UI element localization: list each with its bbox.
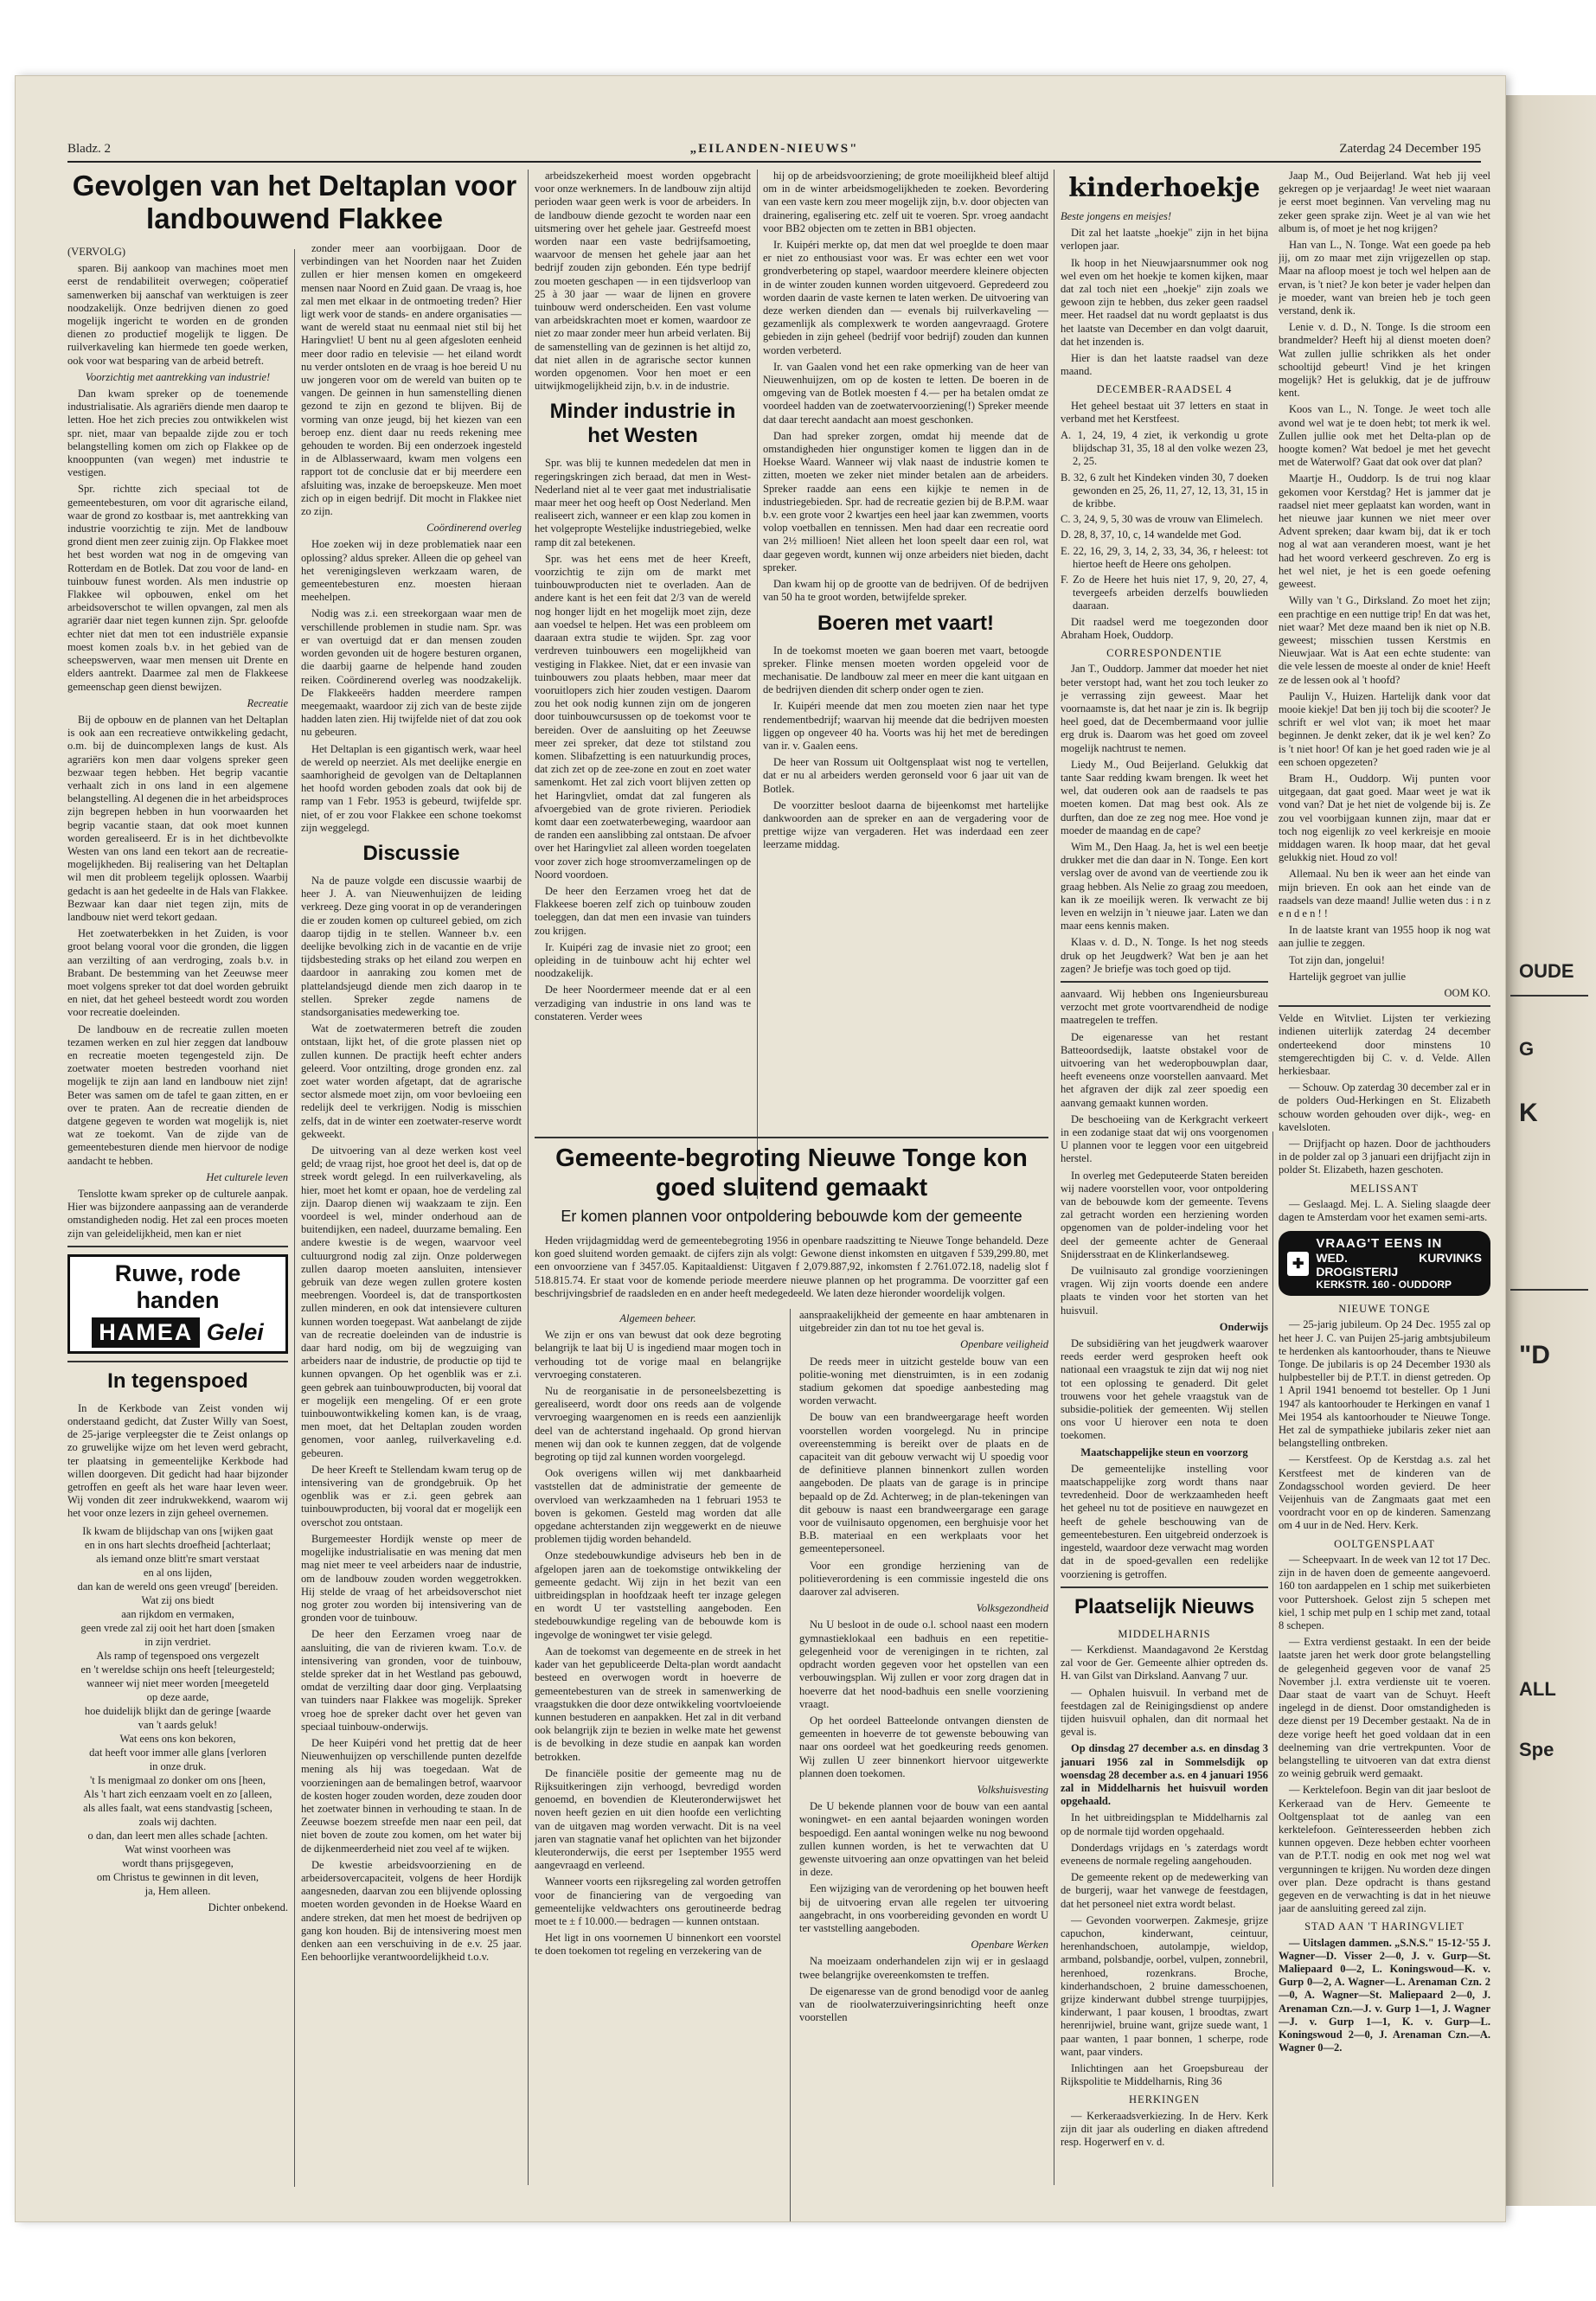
paragraph: Het geheel bestaat uit 37 letters en staat in verband met het Kerstfeest. <box>1061 399 1268 425</box>
paragraph: sparen. Bij aankoop van machines moet men eerst de rendabiliteit overwegen; coöperatief samenwerken bij aanschaf van werktuigen is zeer noodzakelijk. Onze bedrijven dienen zo goed mogelijk ingericht te worden en de gronden dienen zo productief mogelijk te liggen. De ruilverkaveling kan hiermede ten goede werken, ook voor wat besparing van de arbeid betreft. <box>67 262 288 367</box>
letter: Bram H., Ouddorp. Wij punten voor uitgegaan, dat gaat goed. Maar weet je wat ik vond van? Dat je het niet de volgende bij is. Ze zou vel voorbijgaan kunnen zijn, maar dat er toch nog eigenlijk zo veel kerkreisje en mooie middagen waren. Ik hoop maar, dat het geval gelukkig niet. Houd zo vol! <box>1279 772 1490 864</box>
paragraph: In de Kerkbode van Zeist vonden wij onderstaand gedicht, dat Zuster Willy van Soest, de 25-jarige verpleegster die te Zeist onlangs op zo gruwelijke wijze om het leven werd gebracht, ter plaatsing in gemeentelijke Kerkbode had willen doorgeven. Dit gedicht had haar bijzonder getroffen en geeft als het ware haar leven weer. Wij vonden dit zeer indrukwekkend, waarom wij het voor onze lezers in zijn geheel overnemen. <box>67 1401 288 1520</box>
paragraph: De reeds meer in uitzicht gestelde bouw van een politie-woning met dienstruimten, is in een zodanig stadium gekomen dat spoedige aanbesteding mag worden verwacht. <box>799 1355 1048 1407</box>
gemeente-column-2 <box>799 1309 1048 2221</box>
puzzle-clue: B. 32, 6 zult het Kindeken vinden 30, 7 doeken gewonden en 25, 26, 11, 27, 12, 13, 31, 15 in de kribbe. <box>1061 471 1268 510</box>
paragraph: De financiële positie der gemeente mag nu de Rijksuitkeringen zijn verhoogd, bevredigd worden genoemd, en bovendien de Kleuteronderwijswet het noven heeft gezien en uit dien hoofde een verlichting van de uitgaven mag worden verwacht. Dit is na veel jaren van stagnatie vanaf het oplichten van het bijzonder kleuteronderwijs, die eerst per 1september 1955 werd aangevraagd en verleend. <box>535 1766 781 1872</box>
plaatselijk-nieuws-headline: Plaatselijk Nieuws <box>1074 1594 1255 1618</box>
masthead <box>67 137 1481 163</box>
westen-headline: Minder industrie in het Westen <box>549 400 736 448</box>
column-rule <box>528 170 529 2185</box>
paragraph: Een wijziging van de verordening op het bouwen heeft bij de uitvoering ervan alle regelen ter uitvoering aangebracht, in ons voorbereiding gevonden en wordt U ter vaststelling aangeboden. <box>799 1882 1048 1934</box>
paragraph: De landbouw en de recreatie zullen moeten tezamen werken en zul hier zeggen dat landbouw en recreatie moeten tegengesteld zijn. De zoetwater moeten bestreden voorhand niet mogelijk te zijn aan land en landbouw niet zijn! Beter was samen om de tafel te gaan zitten, en er over te praten. Aan de recreatie dienden de datgene gegeven te worden wat mogelijk is, niet wat ze toekomt. Van de zijde van de gemeentebesturen diende men hiervoor de nodige aandacht te hebben. <box>67 1022 288 1167</box>
subheading: Openbare veiligheid <box>960 1338 1048 1351</box>
newspaper-page <box>16 76 1505 2221</box>
subheading: Onderwijs <box>1219 1320 1268 1333</box>
ad-line: WED. KURVINKS DROGISTERIJ <box>1316 1251 1482 1279</box>
vervolg-label: (VERVOLG) <box>67 246 126 258</box>
poem-line: zoals wij dachten. <box>138 1815 217 1828</box>
paragraph: De heer den Eerzamen vroeg het dat de Flakkeese boeren zelf zich op tuinbouw zouden toeleggen, dan dat men een invasie van tuinders zou krijgen. <box>535 884 751 937</box>
paragraph: De bouw van een brandweergarage heeft worden voorstellen worden voorgelegd. Nu in principe overeenstemming is bereikt over de plaats en de capaciteit van dit gebouw verwacht wij U spoedig voor de definitieve plannen binnenkort zullen worden aangeboden. De plaats van de garage is in principe bepaald op de Zd. Achterweg; in de plan-tekeningen van dit gebouw is naast een brandweergarage een garage voor de vuilnisauto opgenomen, een berghuisje voor het B.B. materiaal en een werkplaats voor het gemeentepersoneel. <box>799 1411 1048 1555</box>
greeting: Beste jongens en meisjes! <box>1061 210 1172 222</box>
divider <box>1510 1289 1588 1291</box>
paragraph: Aan de toekomst van degemeente en de streek in het kader van het gepubliceerde Delta-plan wordt aandacht besteed en overwogen wordt in hoeverre de gemeentebesturen van de streek in samenwerking de vraagstukken die door deze ontwikkeling voortvloeiende kunnen bestuderen en aanpakken. Het zal in dit verband ook belangrijk zijn te bezien in welke mate het gewenst is de bevolking in deze studie en aanpak kan worden betrokken. <box>535 1644 781 1763</box>
paragraph: Onze stedebouwkundige adviseurs heb ben in de afgelopen jaren aan de toekomstige ontwikkeling der gemeente gedacht. Wij zijn in het bezit van een uitbreidingsplan in hoofdzaak heeft ter inzage gelegen en wordt U ter vaststelling aangeboden. Een stedebouwkundige regeling van de bebouwde kom is ingevolge de woningwet ter visie gelegd. <box>535 1549 781 1641</box>
poem-line: aan rijkdom en vermaken, <box>121 1607 234 1620</box>
gemeente-columns <box>535 1304 1048 2221</box>
subheading: Voorzichtig met aantrekking van industrie! <box>85 370 271 383</box>
paragraph: Spr. was het eens met de heer Kreeft, voorzichtig te zijn om de markt met tuinbouwproducten niet te overladen. Aan de andere kant is het een feit dat 2/3 van de wereld nog honger lijdt en het mogelijk moet zijn, deze aan voedsel te helpen. Het was een probleem om daaraan extra studie te wijden. Spr. zag voor verdreven tuinbouwers een mogelijkheid van vestiging in Flakkee. Niet, dat er een invasie van tuinbouwers zou plaats hebben, maar meer dat vooruitlopers zich hier zouden vestigen. Daarom zou het ook nodig kunnen zijn om de jongeren door tuinbouwcursussen op de toekomst voor te bereiden. Over de aansluiting op het Zeeuwse meer zei spreker, dat deze tot stilstand zou komen. Slibafzetting is een natuurkundig proces, dat zich zet op de zee-zone en zout en zoet water samenkomt. Het zal zich voort blijven zetten op het Haringvliet, omdat dat zal fungeren als afvoergebied van de grote rivieren. Periodiek komt daar een zoetwaterbeweging, waardoor aan de randen een aanslibbing zal ontstaan. De afvoer over het Haringvliet zal alleen worden toegelaten voor zover zich hoge stroomverzamelingen op de Noord voordoen. <box>535 552 751 881</box>
paragraph: Ik hoop in het Nieuwjaarsnummer ook nog wel even om het hoekje te komen kijken, maar dat zal toch niet een „hoekje" zijn zoals we gewoon zijn te hebben, dus zeker geen raadsel meer. Het raadsel dat nu wordt geplaatst is dus het laatste van December en dan volgt daaruit, dat het inzenden is. <box>1061 256 1268 348</box>
subheading: Openbare Werken <box>971 1939 1048 1952</box>
correspondence-title: CORRESPONDENTIE <box>1106 647 1222 660</box>
puzzle-clue: D. 28, 8, 37, 10, c, 14 wandelde met God. <box>1061 529 1241 542</box>
subheading: Volkshuisvesting <box>977 1783 1048 1796</box>
paragraph: De kwestie arbeidsvoorziening en de arbeidersovercapaciteit, volgens de heer Hordijk aangesneden, daarvan zou een blijvende oplossing moeten worden gevonden in de Hoekse Waard en andere streken, dat men het moest de bedrijven op gang kon houden. Bij de intensivering moest men denken aan een verschuiving in de e.v. 25 jaar. Een behoorlijke verantwoordelijkheid t.o.v. <box>301 1858 522 1964</box>
paragraph: De heer Kreeft te Stellendam kwam terug op de intensivering van de grondgebruik. Op het ogenblik was er z.i. geen gebrek aan tuinbouwproducten, bij vooral dat er mogelijk een overschot zou ontstaan. <box>301 1463 522 1529</box>
paragraph: Ook overigens willen wij met dankbaarheid vaststellen dat de administratie der gemeente de overvloed van werkzaamheden na 1 februari 1953 te boven is gekomen. Gesteld mag worden dat alle opgedane achterstanden zijn weggewerkt en de nieuwe problemen tijdig worden behandeld. <box>535 1467 781 1546</box>
column-2 <box>301 242 522 2189</box>
divider <box>1510 995 1588 997</box>
tegenspoed-headline: In tegenspoed <box>107 1368 248 1393</box>
paragraph: De uitvoering van al deze werken kost veel geld; de vraag rijst, hoe groot het deel is, dat op de streek wordt gelegd. In een ruilverkaveling, als hier, moet het komt er opaan, hoe de verdeling zal zijn. Daarop dienen wij waakzaam te zijn. Een voordeel is wel, minder onderhoud aan de buitendijken, een nadeel, duurzame bemaling. Een andere kwestie is de wegen, waarvoor veel cultuurgrond nodig zal zijn. Onze polderwegen zullen daarop moeten aansluiten, intensiever gebruik van deze wegen zullen grotere kosten meebrengen. Voordeel is, dat de transportkosten zullen minderen, en ook dat intensievere culturen kunnen worden toegepast. Wat aanbelangt de zijde van de recreatie doeleinden van de industrie is daar hard nodig, om bij de wegzuiging van arbeiders naar de industrie, de productie op tijd te kunnen opvangen. Op het ogenblik was er z.i. geen gebrek aan tuinbouwproducten, bij vooral dat er mogelijk een mengeling. Of er een grote tuinbouwontwikkeling komen kan, is de vraag, men moet, dat het Deltaplan zouden worden genomen, voor aanleg, ruilverkaveling e.d. gebeuren. <box>301 1144 522 1459</box>
puzzle-clue: C. 3, 24, 9, 5, 30 was de vrouw van Elimelech. <box>1061 513 1263 526</box>
ad-brand: HAMEA <box>92 1317 200 1348</box>
ad-line: VRAAG'T EENS IN <box>1316 1236 1443 1252</box>
location-heading: HERKINGEN <box>1129 2093 1200 2106</box>
news-item: Op dinsdag 27 december a.s. en dinsdag 3 januari 1956 zal in Sommelsdijk op woensdag 28 december a.s. en 4 januari 1956 zal in Middelharnis het huisvuil worden opgehaald. <box>1061 1742 1268 1808</box>
location-heading: MELISSANT <box>1349 1182 1420 1195</box>
letter: Wim M., Den Haag. Ja, het is wel een beetje drukker met die dan daar in N. Tonge. Een kort verslag over de avond van de veertiende zou ik graag hebben. Als Nelie zo graag zou meedoen, kan ik ze moeilijk weren. Ik verwacht ze bij leven en welzijn in 't nieuwe jaar. Laten we dan maar eens kennis maken. <box>1061 840 1268 933</box>
paper-title: „EILANDEN-NIEUWS" <box>689 142 859 156</box>
news-item: — 25-jarig jubileum. Op 24 Dec. 1955 zal op het heer J. C. van Puijen 25-jarig ambtsjubileum te herdenken als kantoorhouder, thans te Nieuwe Tonge. De jubilaris is op 24 December 1930 als hulpbesteller bij de P.T.T. in dienst getreden. Op 1 April 1941 benoemd tot besteller. Op 1 Juni 1947 als kantoorhouder te Herkingen en vanaf 1 Mei 1954 als kantoorhouder te Nieuwe Tonge. Het zal de sympathieke jubilaris zeker niet aan belangstelling ontbreken. <box>1279 1318 1490 1450</box>
paragraph: Spr. richtte zich speciaal tot de gemeentebesturen, om voor dit agrarische eiland, waar de grond zo kostbaar is, met aantrekking van industrie voorzichtig te zijn. Met de landbouw grond dient men zeer zuinig zijn. Op Flakkee moet het best worden wat nog in de omgeving van Rotterdam en de Botlek. Dat zou voor de land- en tuinbouw funest worden. Als men industrie op Flakkee wil opbouwen, enkel om het arbeidsoverschot te willen opvangen, zal men als agrariër daar niet tegen kunnen zijn. Spr. geloofde echter niet dat men tot een industriële expansie moest komen zoals b.v. in het gebied van de scheepswerven, waar men mensen uit Drente en elders aantrekt. Daarmee zal men de Flakkeese gemeenschap geen dienst bewijzen. <box>67 483 288 693</box>
gemeente-subheadline: Er komen plannen voor ontpoldering bebouwde kom der gemeente <box>561 1208 1022 1225</box>
paragraph: Tenslotte kwam spreker op de culturele aanpak. Hier was bijzondere aanpassing aan de veranderde omstandigheden nodig. Het zal een proces moeten zijn van geleidelijkheid, men kan er niet <box>67 1188 288 1240</box>
paragraph: Dit raadsel werd me toegezonden door Abraham Hoek, Ouddorp. <box>1061 615 1268 641</box>
subheading: Maatschappelijke steun en voorzorg <box>1080 1445 1248 1458</box>
ad-slogan: Ruwe, rode handen <box>114 1259 241 1313</box>
divider <box>67 1246 288 1247</box>
paragraph: Ir. Kuipéri meende dat men zou moeten zien naar het type rendementbedrijf; waarvan hij meende dat die bedrijven moesten liggen op ongeveer 40 ha. Voorts was hij het met de beredingen van ir. v. Gaalen eens. <box>763 700 1048 752</box>
puzzle-clue: E. 22, 16, 29, 3, 14, 2, 33, 34, 36, r heleest: tot hiertoe heeft de Heere ons geholpen. <box>1061 544 1268 570</box>
gemeente-article <box>535 1131 1048 2221</box>
paragraph: De subsidiëring van het jeugdwerk waarover reeds eerder werd gesproken heeft ook nationaal een vraagstuk te zijn dat wij nog niet tot een oplossing te genaderd. Dit gelet trouwens voor het gehele vraagstuk van de subsidie-politiek der gemeenten. Wij stellen ons voor U hierover een nota te doen toekomen. <box>1061 1337 1268 1442</box>
drogisterij-advertisement <box>1279 1231 1490 1296</box>
paragraph: Dit zal het laatste „hoekje" zijn in het bijna verlopen jaar. <box>1061 227 1268 253</box>
news-item: In het uitbreidingsplan te Middelharnis zal op de normale tijd worden opgehaald. <box>1061 1811 1268 1837</box>
paragraph: zonder meer aan voorbijgaan. Door de verbindingen van het Noorden naar het Zuiden zullen er hier mensen komen en omgekeerd mensen naar Noord en Zuid gaan. De vraag is, hoe zal men met elkaar in de ontmoeting treden? Hier ligt werk voor de stands- en andere organisaties — want de wereld staat nu eenmaal niet stil bij het Haringvliet! U bent nu al geen afgesloten eenheid meer door radio en televisie — het eiland wordt nu verder ontsloten en de vraag is hoe bereid U nu uw jongeren voor om de wereld van buiten op te vangen. De geinnen in hun samenstelling dienen gezond te zijn en gezond te blijven. Bij de vorming van onze jeugd, bij het kiezen van een beroep enz. dient daar nu reeds rekening mee gehouden te worden. Bij een onderzoek ingesteld in de Alblasserwaard, kwam men volgens een rapport tot de conclusie dat er bij meerdere een afsluiting was, inzake de beroepskeuze. Men moet zich op in eigen bedrijf. Dit mocht in Flakkee niet zo zijn. <box>301 242 522 518</box>
poem-author: Dichter onbekend. <box>208 1900 288 1913</box>
paragraph: Het zoetwaterbekken in het Zuiden, is voor groot belang vooral voor die gronden, die liggen aan verzilting of aan verdroging, zoals b.v. in Brabant. De bestemming van het Zeeuwse meer moet volgens spreker tot dat doel worden gebruikt en niet, dat het geheel besteedt wordt zou worden voor recreatie doeleinden. <box>67 927 288 1019</box>
divider <box>1279 1005 1490 1007</box>
subheading: Volksgezondheid <box>976 1602 1048 1615</box>
poem-line: Wat zij ons biedt <box>141 1593 215 1606</box>
ad-product: Gelei <box>206 1318 264 1345</box>
paragraph: aanspraakelijkheid der gemeente en haar ambtenaren in uitgebreider zin dan tot nu toe het geval is. <box>799 1309 1048 1335</box>
divider <box>1061 1586 1268 1588</box>
adjacent-fragment: ALL <box>1519 1678 1556 1700</box>
news-item: De gemeente rekent op de medewerking van de burgerij, waar het vanwege de feestdagen, dat het personeel niet extra wordt belast. <box>1061 1871 1268 1910</box>
kinderhoekje-title: kinderhoekje <box>1068 173 1260 203</box>
news-item: — Kerstfeest. Op de Kerstdag a.s. zal het Kerstfeest met de kinderen van de Zondagsschool worden gevierd. De heer Veijenhuis van de Zangmaats gaat met een voordracht voor en op de kinderen. Samenzang om 4 uur in de Ned. Herv. Kerk. <box>1279 1453 1490 1532</box>
paragraph: In overleg met Gedeputeerde Staten bereiden wij nadere voorstellen voor, voor ontpoldering van de bebouwde kom der gemeente. Tevens zal getracht worden een herziening worden opgenomen van de polder-indeling voor het deel der gemeente achter de Generaal Snijdersstraat en de Klinkerlandseweg. <box>1061 1169 1268 1260</box>
paragraph: hij op de arbeidsvoorziening; de grote moeilijkheid bleef altijd om in de winter arbeidsmogelijkheden te zoeken. Bevordering van een vaste kern zou meer mogelijk zijn, b.v. door objecten van drainering, egalisering etc. zelf uit te voeren. Spr. vroeg aandacht voor BB2 objecten om te zetten in BB1 objecten. <box>763 170 1048 234</box>
location-heading: NIEUWE TONGE <box>1338 1303 1431 1316</box>
paragraph: Ir. van Gaalen vond het een rake opmerking van de heer van Nieuwenhuijzen, om op de kosten te letten. De boeren in de omgeving van de Botlek moesten f 4.— per ha betalen omdat ze voordeel hadden van de zoetwatervoorziening(!) Spreker meende dat daar terecht aandacht aan moest geschonken. <box>763 360 1048 426</box>
location-heading: MIDDELHARNIS <box>1118 1627 1211 1640</box>
poem-line: Als 't hart zich eenzaam voelt en zo [alleen, <box>83 1787 272 1800</box>
adjacent-fragment: G <box>1519 1038 1535 1060</box>
paragraph: Hier is dan het laatste raadsel van deze maand. <box>1061 352 1268 378</box>
puzzle-clues <box>1061 429 1268 613</box>
paragraph: De heer den Eerzamen vroeg naar de aansluiting, die van de rivieren kwam. T.o.v. de intensivering van gronden, voor de tuinbouw, stelde spreker dat in het Westland pas gebouwd, omdat de verzilting daar door ging. Verplaatsing van tuinders naar Flakkee was mogelijk. Spreker vroeg hoe de spreker dacht over het geven van speciaal tuinbouw-onderwijs. <box>301 1628 522 1733</box>
letter: Liedy M., Oud Beijerland. Gelukkig dat tante Saar redding kwam brengen. Ik weet het wel, dat ouderen ook aan de raadsels te pas moeten komen. Dat mag best ook. Als ze durften, dan doe ze zeg nog mee. Hoe vond je moeder de maandag en de cape? <box>1061 758 1268 836</box>
paragraph: De gemeentelijke instelling voor maatschappelijke zorg wordt thans naar tevredenheid. Door de werkzaamheden heeft het geheel nu tot de positieve en nauwgezet en heeft de gehele beschouwing van de gemeentebesturen. Een uitgebreid onderzoek is ingesteld, waardoor deze verwacht mag worden dat in de spoed-gevallen een redelijke voorziening is getroffen. <box>1061 1462 1268 1580</box>
poem-line: wordt thans prijsgegeven, <box>122 1856 234 1869</box>
poem-line: o dan, dan leert men alles schade [achten. <box>87 1829 268 1842</box>
adjacent-fragment: "D <box>1519 1341 1550 1369</box>
letter: Jan T., Ouddorp. Jammer dat moeder het niet beter verstopt had, want het zou toch leuker zo je verrassing zijn geweest. Maar het voornaamste is, dat het naar je zin is. Ik begrijp heel goed, dat de Decembermaand voor jullie erg druk is. Daarom was het goed om zoveel mogelijk nachtrust te nemen. <box>1061 663 1268 754</box>
paragraph: Hoe zoeken wij in deze problematiek naar een oplossing? aldus spreker. Alleen die op geheel van het verenigingsleven werkzaam waren, de gemeentebesturen enz. moesten hieraan meehelpen. <box>301 538 522 604</box>
letter: Hartelijk gegroet van jullie <box>1289 970 1407 983</box>
letter: Willy van 't G., Dirksland. Zo moet het zijn; een prachtige en een nuttige trip! En dat was het, niet waar? Met deze maand ben ik niet op N.B. geweest; misschien tussen Kerstmis en Nieuwjaar. Wat is Aat een echte studente: van die vele lessen de moeste al onder de knie! Heeft ze de lessen ook al 't hoofd? <box>1279 594 1490 686</box>
divider <box>535 1137 1048 1138</box>
paragraph: Dan kwam hij op de grootte van de bedrijven. Of de bedrijven van 50 ha te groot worden, betwijfelde spreker. <box>763 578 1048 604</box>
news-item: — Kerkeraadsverkiezing. In de Herv. Kerk zijn dit jaar als ouderling en diaken aftredend resp. Hogerwerf en v. d. <box>1061 2109 1268 2149</box>
poem-line: op deze aarde, <box>146 1690 209 1703</box>
poem-line: om Christus te gewinnen in dit leven, <box>96 1870 260 1883</box>
poem-line: als alles faalt, wat eens standvastig [scheen, <box>83 1801 272 1814</box>
paragraph: Dan kwam spreker op de toenemende industrialisatie. Als agrariërs diende men daarop te letten. Hoe het zich precies zou ontwikkelen wist spr. niet, maar van bepaalde zijde zou er toch belangstelling komen om zich op Flakkee op de knooppunten (van wegen) met industrie te vestigen. <box>67 388 288 479</box>
paragraph: — Drijfjacht op hazen. Door de jachthouders in de polder zal op 3 januari een drijfjacht zijn in polder St. Elizabeth, hazen geschoten. <box>1279 1138 1490 1176</box>
adjacent-fragment: OUDE <box>1519 960 1574 982</box>
paragraph: Voor een grondige herziening van de politieverordening is een commissie ingesteld die ons daarover zal adviseren. <box>799 1559 1048 1599</box>
poem-line: geen vrede zal zij ooit het hart doen [smaken <box>80 1621 275 1634</box>
cross-icon: ✚ <box>1287 1252 1309 1276</box>
hamea-advertisement <box>67 1254 288 1354</box>
discussie-headline: Discussie <box>362 841 460 865</box>
puzzle-clue: F. Zo de Heere het huis niet 17, 9, 20, 27, 4, tevergeefs arbeiden derzelfs bouwlieden daaraan. <box>1061 574 1268 612</box>
boeren-headline: Boeren met vaart! <box>817 611 995 635</box>
letter: Tot zijn dan, jongelui! <box>1289 953 1385 966</box>
gemeente-column-1 <box>535 1309 781 2221</box>
news-item: — Extra verdienst gestaakt. In een der beide laatste jaren het werk door grote belangstelling de gelegenheid gegeven voor de vanaf 25 November j.l. extra verdienste uit te voeren. Daar staat de vaart van de Schuyt. Heeft ingelegd in de dienst. Door omstandigheden is deze dienst per 19 December gestaakt. Na de in deze vorige heeft het goed voldaan dat in een deelneming van drie vertrekpunten. Voor de belangstelling te uitvoeren van dat extra dienst zo weinig gebruik werd gemaakt. <box>1279 1636 1490 1780</box>
column-6 <box>1279 170 1490 2185</box>
news-item: Donderdags vrijdags en 's zaterdags wordt eveneens de normale regeling aangehouden. <box>1061 1841 1268 1867</box>
poem-line: 't Is menigmaal zo donker om ons [heen, <box>90 1773 266 1786</box>
poem-line: in zijn verdriet. <box>144 1635 211 1648</box>
poem-line: van 't aards geluk! <box>138 1718 218 1731</box>
poem-line: en al ons lijden, <box>143 1566 213 1579</box>
paragraph: Wat de zoetwatermeren betreft die zouden ontstaan, lijkt het, of die grote plassen niet op zullen kunnen. De practijk heeft echter anders geleerd. Voor ontzilting, droge gronden enz. zal zoet water worden afgetapt, dat de agrarische sector alsmede moet zijn, om voor bevloeiing een redelijk deel te verkrijgen. Nodig is misschien zelfs, dat in de winter een zoetwater-reserve wordt gekweekt. <box>301 1022 522 1140</box>
paragraph: De eigenaresse van de grond benodigd voor de aanleg van de rioolwaterzuiveringsinrichting heeft onze voorstellen <box>799 1984 1048 2024</box>
column-rule <box>757 170 758 1199</box>
puzzle-title: DECEMBER-RAADSEL 4 <box>1096 383 1233 396</box>
gemeente-headline: Gemeente-begroting Nieuwe Tonge kon goed sluitend gemaakt <box>555 1144 1028 1202</box>
paragraph: Heden vrijdagmiddag werd de gemeentebegroting 1956 in openbare raadszitting te Nieuwe Tonge behandeld. Deze kon goed sluitend worden gemaakt. de cijfers zijn als volgt: Gewone dienst inkomsten en uitgaven f 539,299.80, met een onvoorziene van f 3457.05. Kapitaaldienst: Uitgaven f 2,079.887,92, inkomsten f 2.761.072.18, nadelig slot f 518.815.74. Er staat voor de komende periode meerdere nieuwe plannen op het programma. De voorzitter gaf een beschrijvingsbrief de raadsleden en en ander heeft medegedeeld. We laten deze hieronder woordelijk volgen. <box>535 1234 1048 1299</box>
poem-line: in onze druk. <box>149 1759 207 1772</box>
poem-line: Als ramp of tegenspoed ons vergezelt <box>96 1649 260 1662</box>
paragraph: Na moeizaam onderhandelen zijn wij er in geslaagd twee belangrijke overeenkomsten te treffen. <box>799 1955 1048 1981</box>
news-item: Inlichtingen aan het Groepsbureau der Rijkspolitie te Middelharnis, Ring 36 <box>1061 2062 1268 2088</box>
letter: In de laatste krant van 1955 hoop ik nog wat aan jullie te zeggen. <box>1279 924 1490 950</box>
poem-line: als iemand onze blitt're smart verstaat <box>96 1552 260 1565</box>
subheading: Recreatie <box>247 696 288 709</box>
letter: Koos van L., N. Tonge. Je weet toch alle avond wel wat je te doen hebt; tot merk ik wel. Zullen jullie ook met het Delta-plan op de hoogte komen? Wat bedoel je met het gevecht met de Waterwolf? Gaat dat ook over dat plan? <box>1279 403 1490 469</box>
poem-line: wanneer wij niet meer worden [meegeteld <box>87 1676 269 1689</box>
subheading: Algemeen beheer. <box>619 1312 696 1325</box>
paragraph: Het Deltaplan is een gigantisch werk, waar heel de wereld op neerziet. Als met deelijke energie en saamhorigheid de gevolgen van de Deltaplannen het hoofd worden geboden zoals dat ook bij de ramp van 1 Febr. 1953 is gebeurd, twijfelde spr. niet, of er zou voor Flakkee een schone toekomst zijn weggelegd. <box>301 742 522 834</box>
paragraph: We zijn er ons van bewust dat ook deze begroting belangrijk te laat bij U is ingediend maar mogen toch in verhouding tot de vorige maal en belangrijke vervroeging constateren. <box>535 1329 781 1381</box>
poem-line: Wat winst voorheen was <box>125 1843 231 1856</box>
paragraph: De eigenaresse van het restant Batteoordsedijk, laatste obstakel voor de uitvoering van het wederopbouwplan daar, heeft eveneens onze voorstellen aanvaard. Met het afgraven der dijk zal zeer spoedig een aanvang gemaakt kunnen worden. <box>1061 1030 1268 1109</box>
adjacent-fragment: Spe <box>1519 1739 1554 1760</box>
poem-line: Ik kwam de blijdschap van ons [wijken gaat <box>82 1524 273 1537</box>
column-1 <box>67 242 288 2189</box>
paragraph: — Schouw. Op zaterdag 30 december zal er in de polders Oud-Herkingen en St. Elizabeth schouw worden gehouden over dijk-, weg- en kavelsloten. <box>1279 1081 1490 1133</box>
paragraph: Nodig was z.i. een streekorgaan waar men de verschillende problemen in studie nam. Spr. was er van overtuigd dat er dan mensen zouden worden gevonden uit de hogere besturen organen, die daarbij gaarne de helpende hand zouden reiken. Coördinerend overleg was noodzakelijk. De Flakkeeërs hadden meerdere rampen meegemaakt, waardoor zij zich van de beste zijde hadden laten zien. Hij twijfelde niet of dat zou ook nu gebeuren. <box>301 607 522 739</box>
news-item: — Uitslagen dammen. „S.N.S." 15-12-'55 J. Wagner—D. Visser 2—0, J. v. Gurp—St. Maliepaard 0—2, L. Koningswoud—K. v. Gurp 0—2, A. Wagner—L. Arenaman Czn. 2—0, A. Wagner—St. Maliepaard 2—0, J. Arenaman Czn.—J. v. Gurp 1—1, J. Wagner—J. v. Gurp 1—1, K. v. Gurp—L. Koningswoud 2—0, J. Arenaman Czn.—A. Wagner 0—2. <box>1279 1936 1490 2054</box>
paragraph: De beschoeiing van de Kerkgracht verkeert in een zodanige staat dat wij ons voorgenomen U plannen voor te leggen voor een uitgebreid herstel. <box>1061 1112 1268 1165</box>
letter: Paulijn V., Huizen. Hartelijk dank voor dat mooie kiekje! Dat ben jij toch bij die scooter? Je schrift er wel vlot van; ik moet het maar beginnen. Je denkt zeker, dat ik je wel ken? Zo is 't niet hoor! Of kan je het goed raden wie je al een schoen opgezeten? <box>1279 689 1490 768</box>
paragraph: Spr. was blij te kunnen mededelen dat men in regeringskringen zich beraad, dat men in West-Nederland niet al te veer gaat met industrialisatie maar meer het oog heeft op Oost Nederland. Men realiseert zich, wanneer er een klap zou komen in het volgepropte Westelijke industriegebied, welke ramp dit zal betekenen. <box>535 457 751 548</box>
poem-line: ja, Hem alleen. <box>144 1884 211 1897</box>
column-5 <box>1061 170 1268 2185</box>
paragraph: De heer Noordermeer meende dat er al een verzadiging van industrie in ons land was te constateren. Verder wees <box>535 984 751 1022</box>
poem-line: Wat eens ons kon bekoren, <box>119 1732 236 1745</box>
poem-line: hoe duidelijk blijkt dan de geringe [waarde <box>84 1704 272 1717</box>
paragraph: Op het oordeel Batteelonde ontvangen diensten de gemeenten in hoeverre de tot gewenste bebouwing van naar ons oordeel wat het goedkeuring reeds genomen. Wij zullen U zeer binnenkort hiervoor uitgewerkte plannen doen toekomen. <box>799 1714 1048 1779</box>
news-item: — Gevonden voorwerpen. Zakmesje, grijze capuchon, kinderwant, ceintuur, herenhandschoen, autolampje, wieldop, armband, polsbandje, oorbel, vulpen, zonnebril, herenhoed, rozenkrans. Broche, kinderhandschoen, 2 bruine damesschoenen, grijze kinderwant dubbel strenge tuurpijpjes, kinderwant, 1 paar kousen, 1 broodtas, zwart herenrijwiel, bruine want, grijze suede want, 1 paar wanten, 1 paar bonnen, 1 scherpe, rode want, paar vinders. <box>1061 1913 1268 2058</box>
paragraph: De voorzitter besloot daarna de bijeenkomst met hartelijke dankwoorden aan de spreker en aan de vergadering voor de prettige wijze van vergaderen. Het was inderdaad een zeer leerzame middag. <box>763 798 1048 851</box>
divider <box>67 1361 288 1362</box>
ad-line: KERKSTR. 160 - OUDDORP <box>1316 1279 1452 1292</box>
paragraph: Ir. Kuipéri zag de invasie niet zo groot; een opleiding in de tuinbouw acht hij echter wel noodzakelijk. <box>535 940 751 980</box>
paragraph: De vuilnisauto zal grondige voorzieningen vragen. Wij zijn voorts doende een andere plaats te vinden voor het storten van het huisvuil. <box>1061 1265 1268 1317</box>
paragraph: Ir. Kuipéri merkte op, dat men dat wel proeglde te doen maar er niet zo enthousiast voor was. Er was echter een wet voor grondverbetering op stapel, waardoor meerdere kleinere objecten in de winter zouden kunnen worden uitgevoerd. Gepredeerd zou worden daarin de vaste kernen te laten werken. De uitvoering van deze werken dienden dan — evenals bij ruilverkaveling — gezamenlijk als complexwerk te worden aangevraagd. Grotere gebieden in zijn geheel (bedrijf voor bedrijf) zouden dan kunnen worden verbeterd. <box>763 239 1048 356</box>
subheading: Het culturele leven <box>206 1170 288 1183</box>
adjacent-fragment: K <box>1519 1099 1538 1127</box>
news-item: — Kerktelefoon. Begin van dit jaar besloot de Kerkeraad van de Herv. Gemeente te Ooltgensplaat tot de aanleg van een kerktelefoon. Geïnteresseerden hebben zich kunnen opgeven. Deze hebben echter voorheen van de P.T.T. nodig en ook met nog wel wat vergunningen te krijgen. Nu worden deze dingen over plan. Deze opdracht is thans gestand gegeven en de verwachting is dat in het nieuwe jaar de aansluiting gereed zal zijn. <box>1279 1784 1490 1915</box>
letter: Maartje H., Ouddorp. Is de trui nog klaar gekomen voor Kerstdag? Het is jammer dat je raadsel niet meer geplaatst kan worden, want in het nieuwe jaar kunnen we niet meer over Advent spreken; daar kwam bij, dat ik er toch nog al wat aan veranderen moest, want je het had het woord verkeerd geschreven. Zo erg is het wel niet, je het is een goede oefening geweest. <box>1279 472 1490 591</box>
paragraph: De heer Kuipéri vond het prettig dat de heer Nieuwenhuijzen op verschillende punten dezelfde mening als hij was toegedaan. Wat de voorzieningen aan de bemalingen betrof, waarvoor de kosten hoger zouden worden, deze zouden door het zoetwater binnen in verhouding te staan. In de Zeeuwse boezem streefde men naar een peil, dat niet boven de zoute zou komen, om het water bij de dijkenmeerderheid niet zou veel af te wijken. <box>301 1736 522 1855</box>
paragraph: De U bekende plannen voor de bouw van een aantal woningwet- en een aantal bejaarden woningen worden bespoedigd. Een aantal woningen welke nu nog bewoond zullen kunnen worden, is het te verwachten dat U gewenste uitvoering aan onze opvattingen van het beleid in deze. <box>799 1800 1048 1879</box>
paragraph: Na de pauze volgde een discussie waarbij de heer J. A. van Nieuwenhuijzen de leiding verkreeg. Deze ging voorat in op de veranderingen die er zouden komen op cultureel gebied, om zich daarop tijdig in te stellen. Wanneer b.v. een deelijke bevolking zich in de vacantie en de vrije tijdsbesteding straks op het eiland zou werpen en daardoor in aanraking zou komen met de plattelandsjeugd diende men zich daarop in te stellen. Spreker zegde namens de standsorganisaties medewerking toe. <box>301 874 522 1018</box>
poem-line: dat heeft voor immer alle glans [verloren <box>89 1746 266 1759</box>
paragraph: Nu de reorganisatie in de personeelsbezetting is gerealiseerd, wordt door ons reeds aan de volgende vervroeging waargenomen en is reeds een aanzienlijk deel van de achterstand ingehaald. Op grond hiervan menen wij dan ook te kunnen zeggen, dat de volgende begroting op tijd zal kunnen worden voorgelegd. <box>535 1385 781 1464</box>
letter: Han van L., N. Tonge. Wat een goede pa heb jij, om zo maar met zijn vrijgezellen op stap. Maar na afloop moest je toch wel helpen aan de ervan, is 't niet? Je kon beter je vader helpen dan je moeder, want van breien heb je toch geen verstand, denk ik. <box>1279 239 1490 317</box>
gemeente-intro <box>535 1234 1048 1304</box>
paragraph: aanvaard. Wij hebben ons Ingenieursbureau verzocht met grote voortvarendheid de nodige maatregelen te treffen. <box>1061 987 1268 1027</box>
location-heading: OOLTGENSPLAAT <box>1334 1537 1435 1550</box>
poem <box>67 1524 288 1898</box>
location-heading: STAD AAN 'T HARINGVLIET <box>1304 1920 1465 1933</box>
letter: Allemaal. Nu ben ik weer aan het einde van mijn brieven. En ook aan het einde van de raadsels van deze maand! Jullie weten dus : i n z e n d e n ! ! <box>1279 868 1490 920</box>
issue-date: Zaterdag 24 December 195 <box>1339 142 1481 156</box>
paragraph: Velde en Witvliet. Lijsten ter verkiezing indienen uiterlijk zaterdag 24 december onderteekend door minstens 10 stemgerechtigden bij C. v. d. Velde. Allen herkiesbaar. <box>1279 1012 1490 1077</box>
paragraph: — Geslaagd. Mej. L. A. Sieling slaagde deer dagen te Amsterdam voor het examen semi-arts. <box>1279 1197 1490 1224</box>
column-rule <box>790 1309 791 2221</box>
paragraph: Burgemeester Hordijk wenste op meer de mogelijke industrialisatie en was mening dat men mag niet meer te veel arbeiders naar de industrie, om de landbouw zouden worden weggetrokken. Hij stelde de vraag of het arbeidsoverschot niet nog groter zou worden bij intensivering van de gronden voor de tuinbouw. <box>301 1532 522 1625</box>
poem-line: dan kan de wereld ons geen vreugd' [bereiden. <box>77 1580 279 1593</box>
paragraph: Bij de opbouw en de plannen van het Deltaplan is ook aan een recreatieve ontwikkeling gedacht, o.m. bij de duincomplexen langs de kust. Als agrariërs kon men daar volgens spreker geen bezwaar tegen hebben. Het begrip vacantie verhaalt zich in ons land in een algemene belangstelling. Al degenen die in het arbeidsproces zijn begrepen hebben in hun voorwaarden het begrip vacantie staan, dat ook moet kunnen worden gerealiseerd. Er is in het dichtbevolkte Westen van ons land een tekort aan de recreatie-mogelijkheden. Bij realisering van het Deltaplan wil men dit probleem tegelijk oplossen. Waarbij gedacht is aan het gedeelte in de Hals van Flakkee. Bezwaar kan daar niet tegen zijn, mits de landbouw niet werd tekort gedaan. <box>67 713 288 923</box>
column-rule <box>1272 1131 1273 2187</box>
letter: Klaas v. d. D., N. Tonge. Is het nog steeds druk op het Jeugdwerk? Wat ben je aan het zagen? Je briefje was toch goed op tijd. <box>1061 936 1268 975</box>
news-item: — Scheepvaart. In de week van 12 tot 17 Dec. zijn in de haven doen de gemeente aangevoerd. 160 ton aardappelen en 1 schip met suikerbieten voor Puttershoek. Gelost zijn 5 schepen met kiel, 1 schip met pulp en 1 schip met zand, totaal 8 schepen. <box>1279 1553 1490 1631</box>
letter: Lenie v. d. D., N. Tonge. Is die stroom een brandmelder? Heeft hij al dienst moeten doen? Wat zullen jullie schrikken als het onder schooltijd gebeurt! Vind je het kringen mogelijk? Het is gelukkig, dat je de juffrouw kent. <box>1279 321 1490 400</box>
adjacent-page-edge <box>1505 95 1596 2206</box>
signature: OOM KO. <box>1444 986 1490 999</box>
column-3 <box>535 170 751 1199</box>
puzzle-clue: A. 1, 24, 19, 4 ziet, ik verkondig u grote blijdschap 31, 35, 18 al den volke wezen 23, 2, 25. <box>1061 429 1268 468</box>
news-item: — Ophalen huisvuil. In verband met de feestdagen zal de Reinigingsdienst op andere tijden huisvuil ophalen, dan dit normaal het geval is. <box>1061 1686 1268 1739</box>
paragraph: Nu U besloot in de oude o.l. school naast een modern gymnastieklokaal een badhuis en een repetitie-gelegenheid voor de verenigingen in te richten, zal opdracht worden gegeven voor het opstellen van een verbouwingsplan. Wij zullen er voor zorg dragen dat in hoeverre dat het nood-badhuis een snelle voorziening vraagt. <box>799 1618 1048 1710</box>
paragraph: Wanneer voorts een rijksregeling zal worden getroffen voor de financiering van de vergoeding van gemeentelijke veldwachters ons geroutineerde bedrag moet te ± f 10.000.— bedragen — kunnen ontstaan. <box>535 1875 781 1927</box>
page-number: Bladz. 2 <box>67 142 111 156</box>
column-4 <box>763 170 1048 1199</box>
paragraph: In de toekomst moeten we gaan boeren met vaart, betoogde spreker. Flinke mensen moeten worden opgeleid voor de mechanisatie. De landbouw zal meer en meer die kant uitgaan en de bedrijven dienden dit scherp onder ogen te zien. <box>763 644 1048 696</box>
paragraph: De heer van Rossum uit Ooltgensplaat wist nog te vertellen, dat er nu al arbeiders werden geronseld voor 6 jaar uit van de Botlek. <box>763 756 1048 795</box>
paragraph: Het ligt in ons voornemen U binnenkort een voorstel te doen toekomen tot regeling en verzekering van de <box>535 1932 781 1958</box>
paragraph: arbeidszekerheid moest worden opgebracht voor onze werknemers. In de landbouw zijn altijd perioden waar geen werk is voor de arbeiders. In de landbouw diende gezocht te worden naar een uitsmering over het gehele jaar. Gestreefd moest worden naar een vaste bedrijfsamoeting, waarvoor de mensen het gehele jaar aan het bedrijf zouden zijn gebonden. Eén type bedrijf zou moeten geschapen — in een tijdsverloop van 25 à 30 jaar — waar de lijnen en grovere tuinbouw werd onderscheiden. Een vast volume van arbeidskrachten moet er komen, waardoor ze niet zo maar zonder meer hun arbeid verlaten. Bij de samenstelling van de gezinnen is het altijd zo, dat niet allen in de agrarische sector kunnen worden opgenomen. Voor hen moet er een uitwijkmogelijkheid zijn, b.v. in de industrie. <box>535 170 751 393</box>
letter: Jaap M., Oud Beijerland. Wat heb jij veel gekregen op je verjaardag! Je weet niet waaraan je eerst moet beginnen. Van verveling mag nu zeker geen sprake zijn. Weet je al van wie het album is, of moet je het nog krijgen? <box>1279 170 1490 234</box>
column-rule <box>294 249 295 2187</box>
news-item: — Kerkdienst. Maandagavond 2e Kerstdag zal voor de Ger. Gemeente alhier optreden ds. H. van Gilst van Dirksland. Aanvang 7 uur. <box>1061 1643 1268 1682</box>
deltaplan-headline: Gevolgen van het Deltaplan voor landbouwend Flakkee <box>72 170 517 234</box>
paragraph: Dan had spreker zorgen, omdat hij meende dat de omstandigheden hier ongunstiger komen te liggen dan in de Hoekse Waard. Wanneer wij vlak naast de industrie komen te zitten, moeten we zeker niet minder betalen aan de arbeiders. Spreker raadde aan eens een kijkje te nemen in de industriegebieden. Spr. had de recreatie gezien bij de B.P.M. waar b.v. een grote voor 2 kwartjes een heel jaar kan zwemmen, voorts volop voetballen en tennissen. Men had daar een recreatie oord van 2½ millioen! Niet alleen het loon speelt daar een rol, wat daar gegeven wordt, kunnen wij onze arbeiders niet bieden, dacht spreker. <box>763 429 1048 574</box>
subheading: Coördinerend overleg <box>426 522 522 535</box>
poem-line: en in ons hart slechts droefheid [achterlaat; <box>84 1538 272 1551</box>
divider <box>1061 981 1268 983</box>
poem-line: en 't wereldse schijn ons heeft [teleurgesteld; <box>80 1663 275 1676</box>
